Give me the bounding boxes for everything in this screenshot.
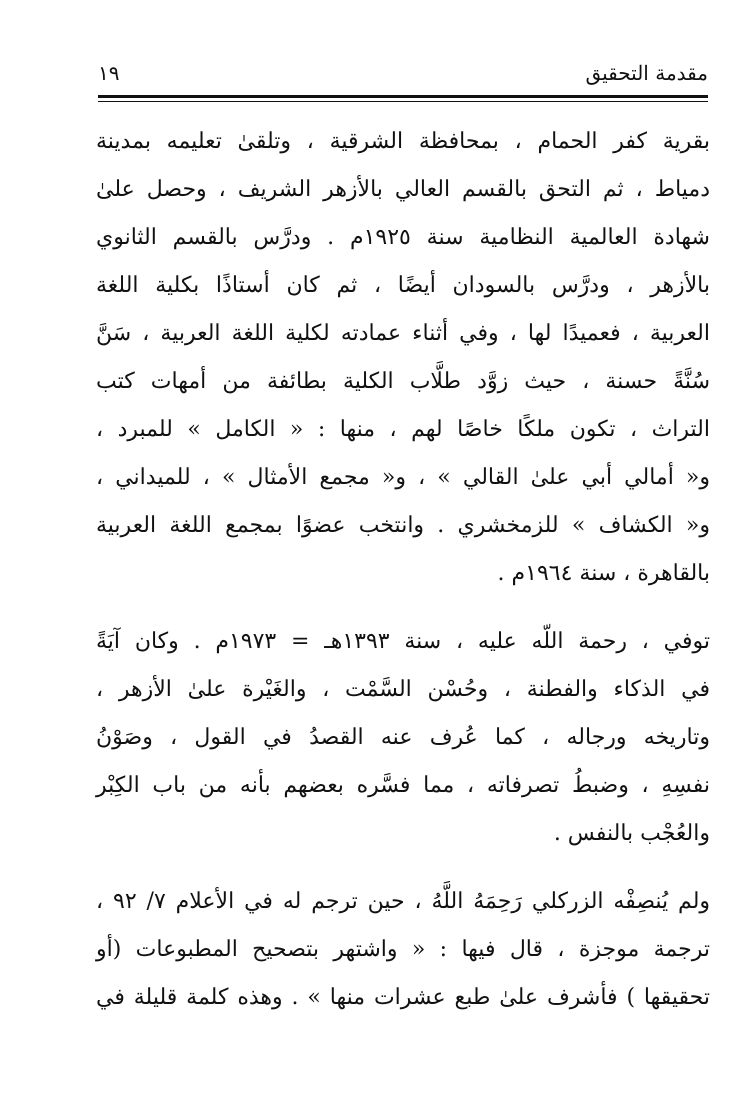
- text-line: والعُجْب بالنفس .: [553, 821, 710, 846]
- paragraph-zirikli: [96, 878, 710, 1022]
- text-line: سُنَّةً حسنة ، حيث زوَّد طلَّاب الكلية بطائفة من أمهات كتب: [96, 369, 710, 394]
- text-line: التراث ، تكون ملكًا خاصًا لهم ، منها : « الكامل » للمبرد ،: [96, 417, 710, 442]
- paragraph-spacer: [96, 858, 710, 878]
- body-text: [96, 118, 710, 1022]
- text-line: و« أمالي أبي علىٰ القالي » ، و« مجمع الأمثال » ، للميداني ،: [96, 465, 710, 490]
- paragraph-biography: [96, 118, 710, 598]
- text-line: تحقيقها ) فأشرف علىٰ طبع عشرات منها » . وهذه كلمة قليلة في: [96, 985, 710, 1010]
- text-line: توفي ، رحمة اللّه عليه ، سنة ١٣٩٣هـ = ١٩٧٣م . وكان آيَةً: [96, 629, 710, 654]
- text-line: العربية ، فعميدًا لها ، وفي أثناء عمادته لكلية اللغة العربية ، سَنَّ: [96, 321, 710, 346]
- header-title: مقدمة التحقيق: [585, 61, 708, 85]
- text-line: دمياط ، ثم التحق بالقسم العالي بالأزهر الشريف ، وحصل علىٰ: [96, 177, 710, 202]
- text-line: نفسِهِ ، وضبطُ تصرفاته ، مما فسَّره بعضهم بأنه من باب الكِبْر: [96, 773, 710, 798]
- text-line: في الذكاء والفطنة ، وحُسْن السَّمْت ، والغَيْرة علىٰ الأزهر ،: [96, 677, 710, 702]
- header-rule-thick: [98, 95, 708, 98]
- page-number: ١٩: [98, 61, 120, 85]
- text-line: شهادة العالمية النظامية سنة ١٩٢٥م . ودرَّس بالقسم الثانوي: [96, 225, 710, 250]
- header-rule-thin: [98, 101, 708, 102]
- paragraph-death: [96, 618, 710, 858]
- text-line: بالقاهرة ، سنة ١٩٦٤م .: [497, 561, 710, 586]
- paragraph-spacer: [96, 598, 710, 618]
- text-line: بالأزهر ، ودرَّس بالسودان أيضًا ، ثم كان أستاذًا بكلية اللغة: [96, 273, 710, 298]
- running-header: [98, 58, 708, 92]
- text-line: بقرية كفر الحمام ، بمحافظة الشرقية ، وتلقىٰ تعليمه بمدينة: [96, 129, 710, 154]
- text-line: و« الكشاف » للزمخشري . وانتخب عضوًا بمجمع اللغة العربية: [96, 513, 710, 538]
- text-line: ترجمة موجزة ، قال فيها : « واشتهر بتصحيح المطبوعات (أو: [96, 937, 710, 962]
- text-line: ولم يُنصِفْه الزركلي رَحِمَهُ اللَّهُ ، حين ترجم له في الأعلام ٧/ ٩٢ ،: [96, 889, 711, 914]
- text-line: وتاريخه ورجاله ، كما عُرف عنه القصدُ في القول ، وصَوْنُ: [96, 725, 710, 750]
